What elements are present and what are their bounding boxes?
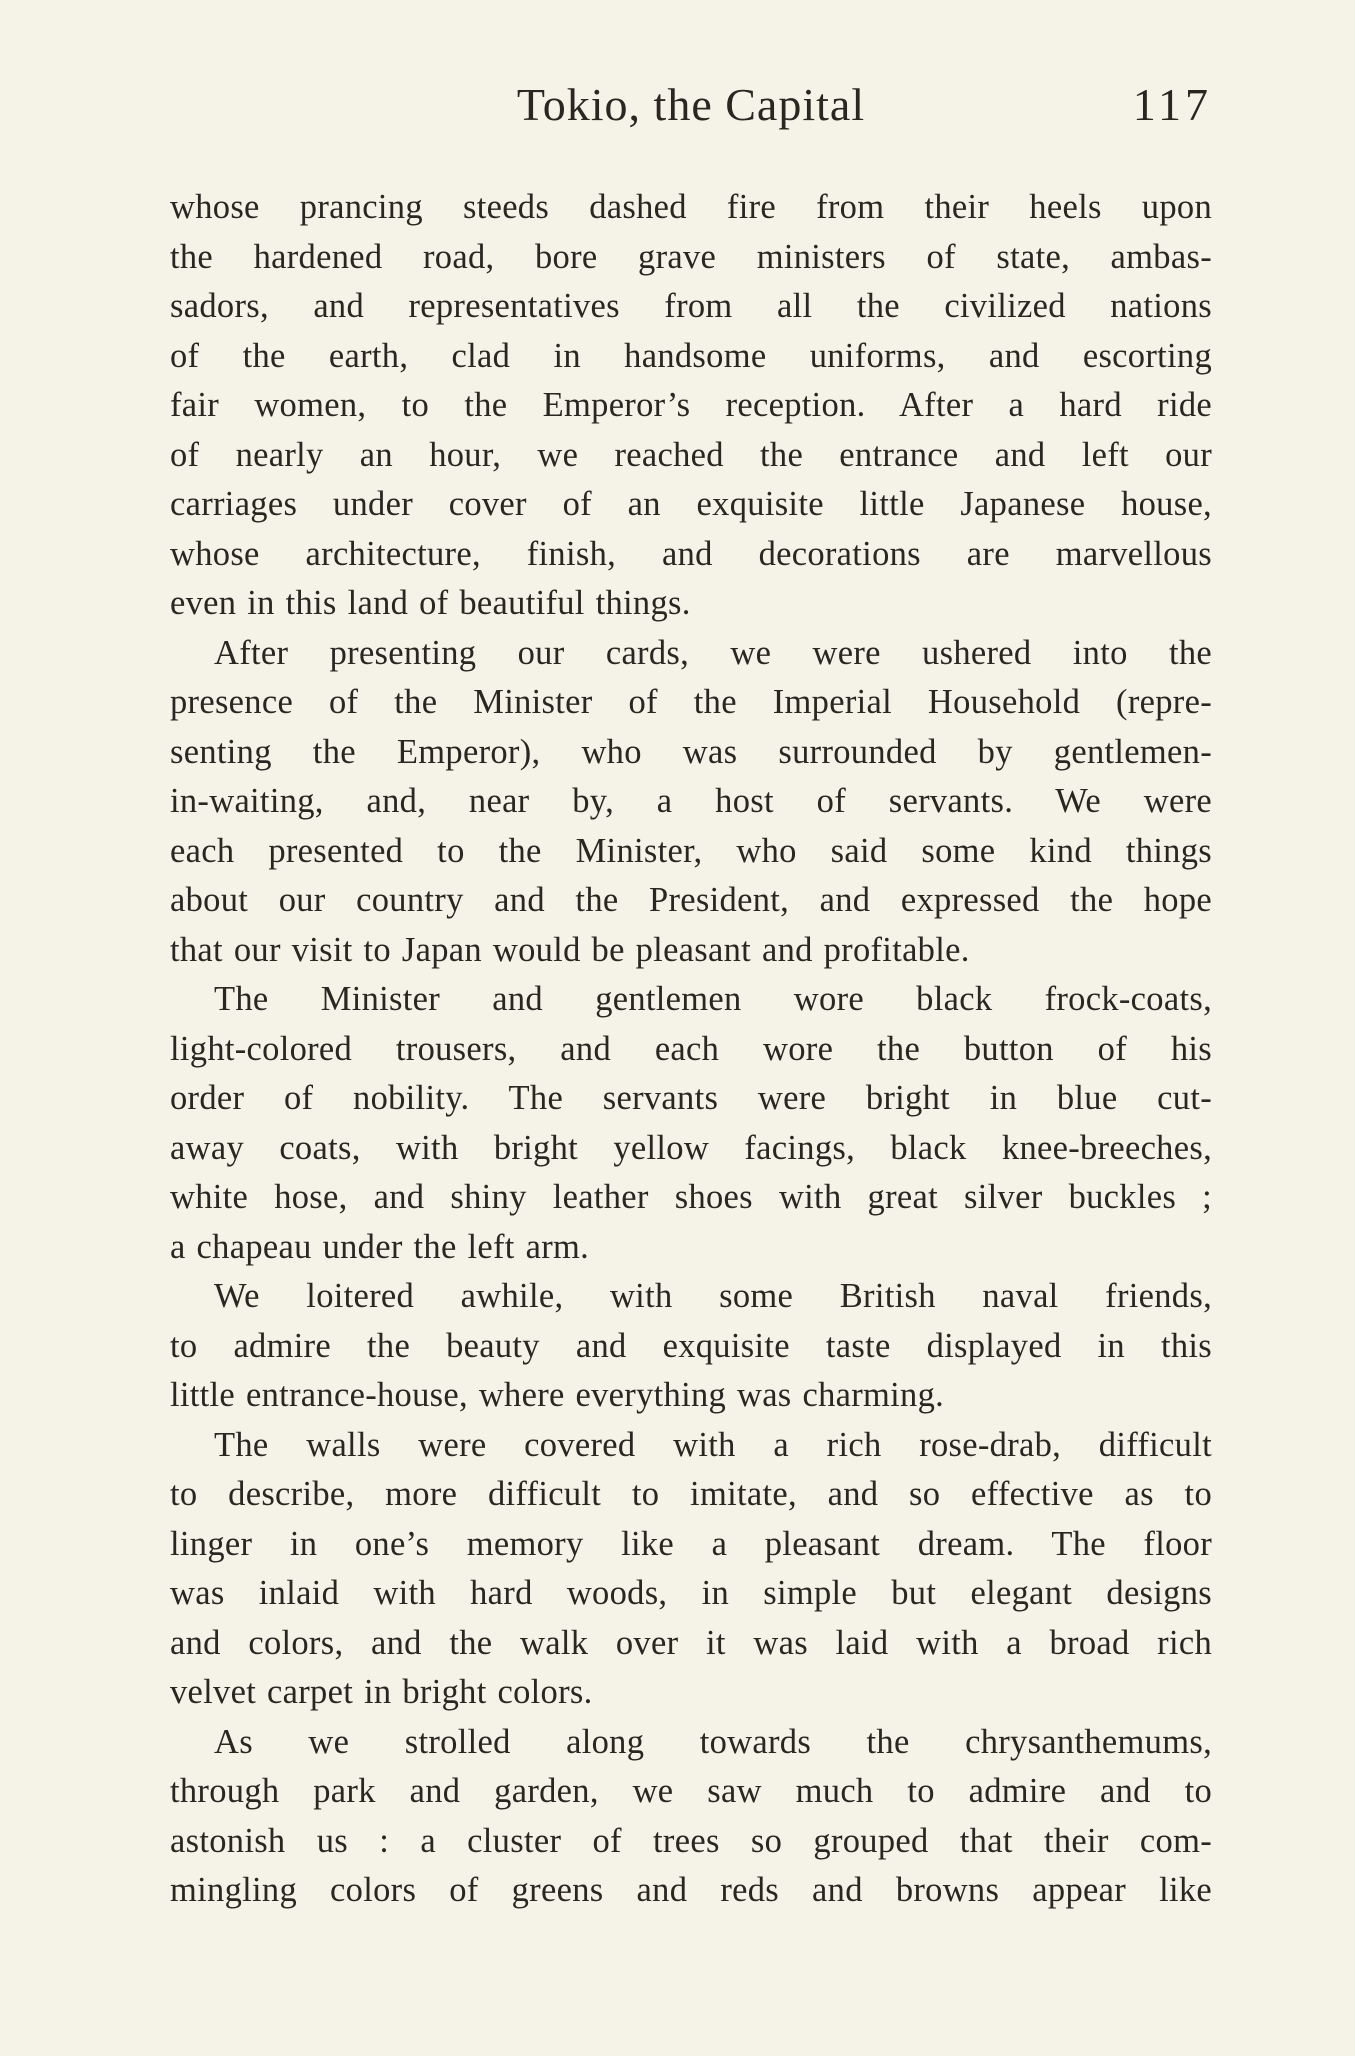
paragraph-first-line: After presenting our cards, we were ushered into the [214, 633, 1212, 672]
text-line: sadors, and representatives from all the civilized nations [170, 287, 1212, 325]
text-line: carriages under cover of an exquisite little Japanese house, [170, 485, 1212, 523]
text-line: even in this land of beautiful things. [170, 584, 691, 622]
text-line: whose architecture, finish, and decorations are marvellous [170, 534, 1212, 573]
text-line: little entrance-house, where everything was charming. [170, 1376, 945, 1414]
text-line: of the earth, clad in handsome uniforms, and escorting [170, 336, 1212, 375]
text-line: fair women, to the Emperor’s reception. After a hard ride [170, 386, 1212, 424]
text-line: to describe, more difficult to imitate, and so effective as to [170, 1475, 1212, 1513]
paragraph-first-line: We loitered awhile, with some British naval friends, [214, 1277, 1212, 1315]
paragraph-first-line: As we strolled along towards the chrysanthemums, [214, 1722, 1212, 1761]
body-text [170, 183, 1212, 1916]
paragraph-first-line: The walls were covered with a rich rose-drab, difficult [214, 1425, 1212, 1464]
text-line: mingling colors of greens and reds and browns appear like [170, 1871, 1212, 1909]
text-line: to admire the beauty and exquisite taste displayed in this [170, 1326, 1212, 1365]
running-title: Tokio, the Capital [516, 79, 866, 130]
text-line: linger in one’s memory like a pleasant dream. The floor [170, 1524, 1212, 1563]
text-line: light-colored trousers, and each wore the button of his [170, 1029, 1212, 1068]
text-line: was inlaid with hard woods, in simple but elegant designs [170, 1574, 1212, 1612]
text-line: velvet carpet in bright colors. [170, 1673, 593, 1711]
text-line: and colors, and the walk over it was laid with a broad rich [170, 1623, 1212, 1662]
text-line: in-waiting, and, near by, a host of servants. We were [170, 782, 1212, 820]
text-line: of nearly an hour, we reached the entrance and left our [170, 435, 1212, 474]
page-number: 117 [1132, 79, 1212, 130]
text-line: through park and garden, we saw much to admire and to [170, 1772, 1212, 1810]
text-line: senting the Emperor), who was surrounded by gentlemen- [170, 732, 1212, 771]
text-line: each presented to the Minister, who said some kind things [170, 831, 1212, 870]
text-line: presence of the Minister of the Imperial Household (repre- [170, 683, 1212, 721]
paragraph-first-line: The Minister and gentlemen wore black frock-coats, [214, 980, 1212, 1018]
text-line: a chapeau under the left arm. [170, 1227, 590, 1266]
text-line: astonish us : a cluster of trees so grouped that their com- [170, 1821, 1212, 1860]
text-line: that our visit to Japan would be pleasant and profitable. [170, 930, 970, 969]
text-line: about our country and the President, and expressed the hope [170, 881, 1212, 919]
text-line: away coats, with bright yellow facings, black knee-breeches, [170, 1128, 1212, 1167]
text-line: white hose, and shiny leather shoes with great silver buckles ; [170, 1178, 1212, 1216]
running-head [170, 78, 1212, 138]
text-line: the hardened road, bore grave ministers of state, ambas- [170, 237, 1212, 276]
text-line: whose prancing steeds dashed fire from their heels upon [170, 188, 1212, 226]
text-line: order of nobility. The servants were bright in blue cut- [170, 1079, 1212, 1117]
